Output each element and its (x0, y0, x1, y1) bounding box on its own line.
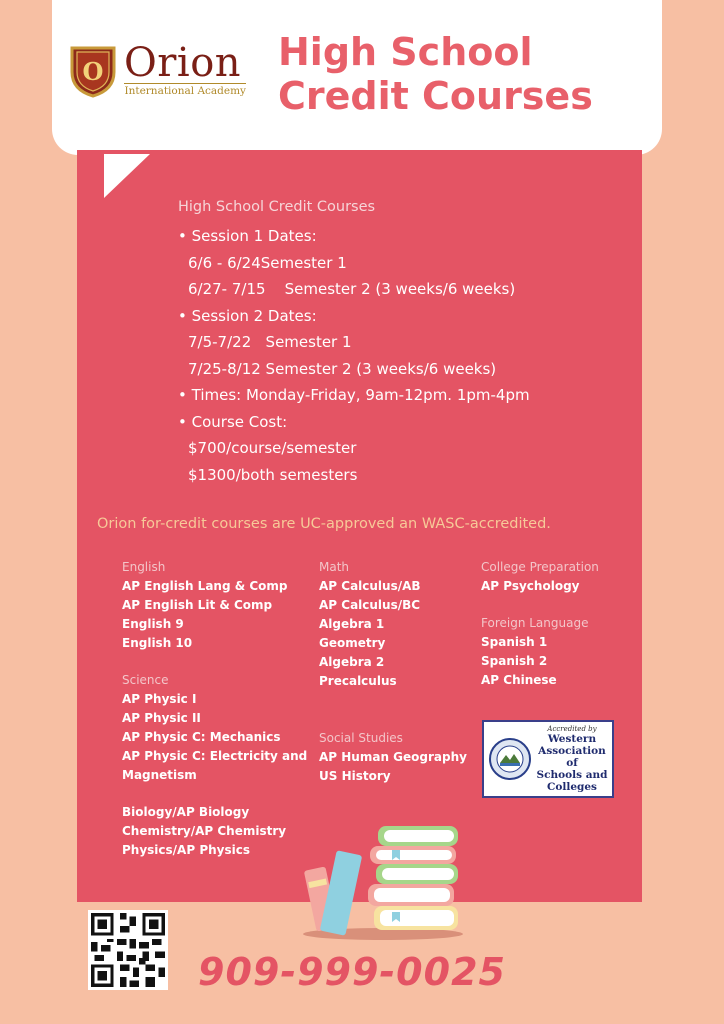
column-math-social (319, 558, 467, 786)
session-info (178, 199, 530, 488)
course-item: Geometry (319, 636, 386, 650)
course-item: Spanish 1 (481, 635, 548, 649)
title-line-2: Credit Courses (278, 74, 593, 118)
course-item: AP Calculus/BC (319, 598, 421, 612)
course-item: Biology/AP Biology (122, 805, 250, 819)
course-item: AP Chinese (481, 673, 557, 687)
wasc-seal-icon (488, 737, 532, 781)
course-item: Physics/AP Physics (122, 843, 250, 857)
category-english: English (122, 560, 166, 574)
wasc-line: Schools and Colleges (536, 769, 608, 793)
session-line: • Times: Monday-Friday, 9am-12pm. 1pm-4pm (178, 386, 530, 404)
orion-logo (68, 42, 246, 98)
course-item: English 10 (122, 636, 193, 650)
column-college-foreign (481, 558, 599, 690)
course-item: Algebra 2 (319, 655, 385, 669)
session-line: $700/course/semester (188, 439, 357, 457)
course-item: AP Calculus/AB (319, 579, 421, 593)
wasc-badge (482, 720, 614, 798)
course-item: Magnetism (122, 768, 197, 782)
course-item: AP English Lit & Comp (122, 598, 273, 612)
speech-tail (104, 154, 150, 198)
course-item: Spanish 2 (481, 654, 548, 668)
course-item: Precalculus (319, 674, 397, 688)
crest-icon (68, 42, 118, 98)
session-line: 7/5-7/22 Semester 1 (188, 333, 352, 351)
title-line-1: High School (278, 30, 533, 74)
logo-name: Orion (124, 40, 242, 86)
category-science: Science (122, 673, 169, 687)
course-item: AP Physic I (122, 692, 197, 706)
qr-code-icon[interactable] (88, 910, 168, 990)
course-item: AP Physic C: Mechanics (122, 730, 281, 744)
course-item: US History (319, 769, 391, 783)
session-line: • Course Cost: (178, 412, 288, 431)
category-college-prep: College Preparation (481, 560, 599, 574)
course-item: AP Physic C: Electricity and (122, 749, 308, 763)
session-line: 6/6 - 6/24Semester 1 (188, 253, 347, 272)
course-item: AP Physic II (122, 711, 201, 725)
book-stack-illustration (288, 822, 468, 942)
category-math: Math (319, 560, 350, 574)
page-title (278, 30, 658, 118)
column-english-science (122, 558, 307, 860)
course-item: AP Human Geography (319, 750, 467, 764)
session-line: 6/27- 7/15 Semester 2 (3 weeks/6 weeks) (188, 280, 516, 298)
wasc-line: Western (547, 733, 597, 745)
session-line: 7/25-8/12 Semester 2 (3 weeks/6 weeks) (188, 359, 497, 378)
session-line: $1300/both semesters (188, 465, 358, 484)
category-foreign-language: Foreign Language (481, 616, 589, 630)
wasc-line: Association of (538, 745, 606, 769)
course-item: Chemistry/AP Chemistry (122, 824, 287, 838)
course-item: AP Psychology (481, 579, 580, 593)
category-social-studies: Social Studies (319, 731, 403, 745)
session-heading: High School Credit Courses (178, 199, 376, 215)
logo-subtitle: International Academy (124, 85, 246, 97)
course-item: English 9 (122, 617, 184, 631)
session-line: • Session 1 Dates: (178, 227, 317, 245)
wasc-accredited-by: Accredited by (547, 725, 597, 733)
phone-number[interactable]: 909-999-0025 (198, 950, 506, 994)
svg-text:O: O (82, 57, 104, 86)
accreditation-note: Orion for-credit courses are UC-approved an WASC-accredited. (97, 516, 551, 532)
course-item: Algebra 1 (319, 617, 385, 631)
course-item: AP English Lang & Comp (122, 579, 288, 593)
session-line: • Session 2 Dates: (178, 306, 317, 325)
